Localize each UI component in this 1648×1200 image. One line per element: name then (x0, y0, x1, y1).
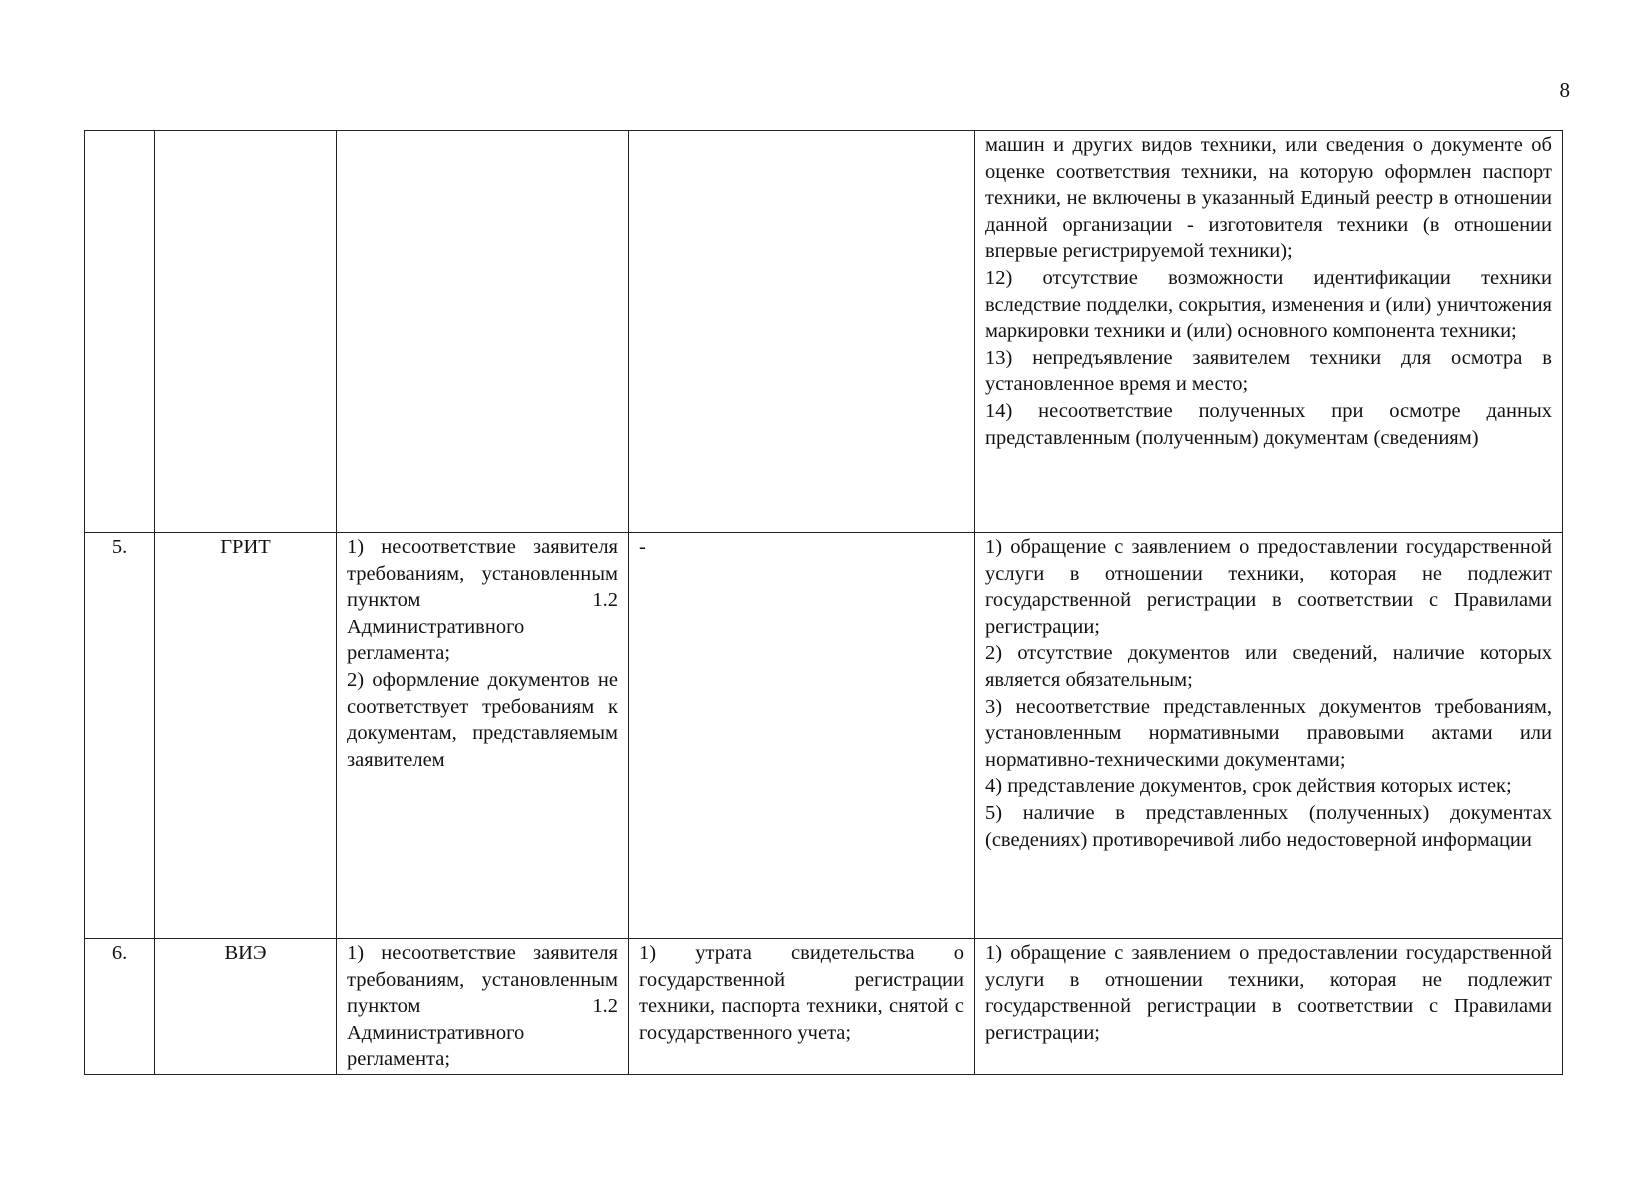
rejection-grounds-cell (975, 131, 1563, 533)
row-number: 5. (85, 533, 155, 939)
page-number: 8 (1559, 78, 1570, 102)
list-item: 4) представление документов, срок действия которых истек; (985, 775, 1512, 798)
row-number: 6. (85, 939, 155, 1075)
list-item: машин и других видов техники, или сведения о документе об оценке соответствия техники, на которую оформлен паспорт техники, не включены в указанный Единый реестр в отношении данной организации - изготовителя техники (в отношении впервые регистрируемой техники); (985, 134, 1552, 263)
table-row (85, 533, 1563, 939)
rejection-grounds-cell (975, 533, 1563, 939)
list-item: 1) обращение с заявлением о предоставлении государственной услуги в отношении техники, которая не подлежит государственной регистрации в соответствии с Правилами регистрации; (985, 536, 1552, 638)
list-item: 1) несоответствие заявителя требованиям, установленным пунктом 1.2 Административного регламента; (347, 942, 618, 1071)
service-code (155, 131, 337, 533)
table-row (85, 131, 1563, 533)
refusal-grounds-cell (337, 131, 629, 533)
service-code: ГРИТ (155, 533, 337, 939)
list-item: 3) несоответствие представленных документов требованиям, установленным нормативными правовыми актами или нормативно-техническими документами; (985, 695, 1552, 771)
suspension-grounds-cell (629, 131, 975, 533)
refusal-grounds-cell (337, 939, 629, 1075)
list-item: 13) непредъявление заявителем техники для осмотра в установленное время и место; (985, 346, 1552, 396)
suspension-grounds-cell (629, 533, 975, 939)
refusal-grounds-cell (337, 533, 629, 939)
list-item: 12) отсутствие возможности идентификации техники вследствие подделки, сокрытия, изменения и (или) уничтожения маркировки техники и (или) основного компонента техники; (985, 266, 1552, 343)
list-item: 1) утрата свидетельства о государственной регистрации техники, паспорта техники, снятой с государственного учета; (639, 942, 964, 1044)
list-item: 14) несоответствие полученных при осмотре данных представленным (полученным) документам (сведениям) (985, 399, 1552, 449)
list-item: 1) обращение с заявлением о предоставлении государственной услуги в отношении техники, которая не подлежит государственной регистрации в соответствии с Правилами регистрации; (985, 942, 1552, 1044)
requirements-table (84, 130, 1563, 1075)
row-number (85, 131, 155, 533)
suspension-grounds-cell (629, 939, 975, 1075)
list-item: - (639, 536, 646, 558)
list-item: 1) несоответствие заявителя требованиям, установленным пунктом 1.2 Административного регламента; (347, 536, 618, 665)
list-item: 2) отсутствие документов или сведений, наличие которых является обязательным; (985, 642, 1552, 691)
list-item: 2) оформление документов не соответствует требованиям к документам, представляемым заявителем (347, 668, 618, 771)
rejection-grounds-cell (975, 939, 1563, 1075)
table-row (85, 939, 1563, 1075)
list-item: 5) наличие в представленных (полученных) документах (сведениях) противоречивой либо недостоверной информации (985, 801, 1552, 851)
service-code: ВИЭ (155, 939, 337, 1075)
